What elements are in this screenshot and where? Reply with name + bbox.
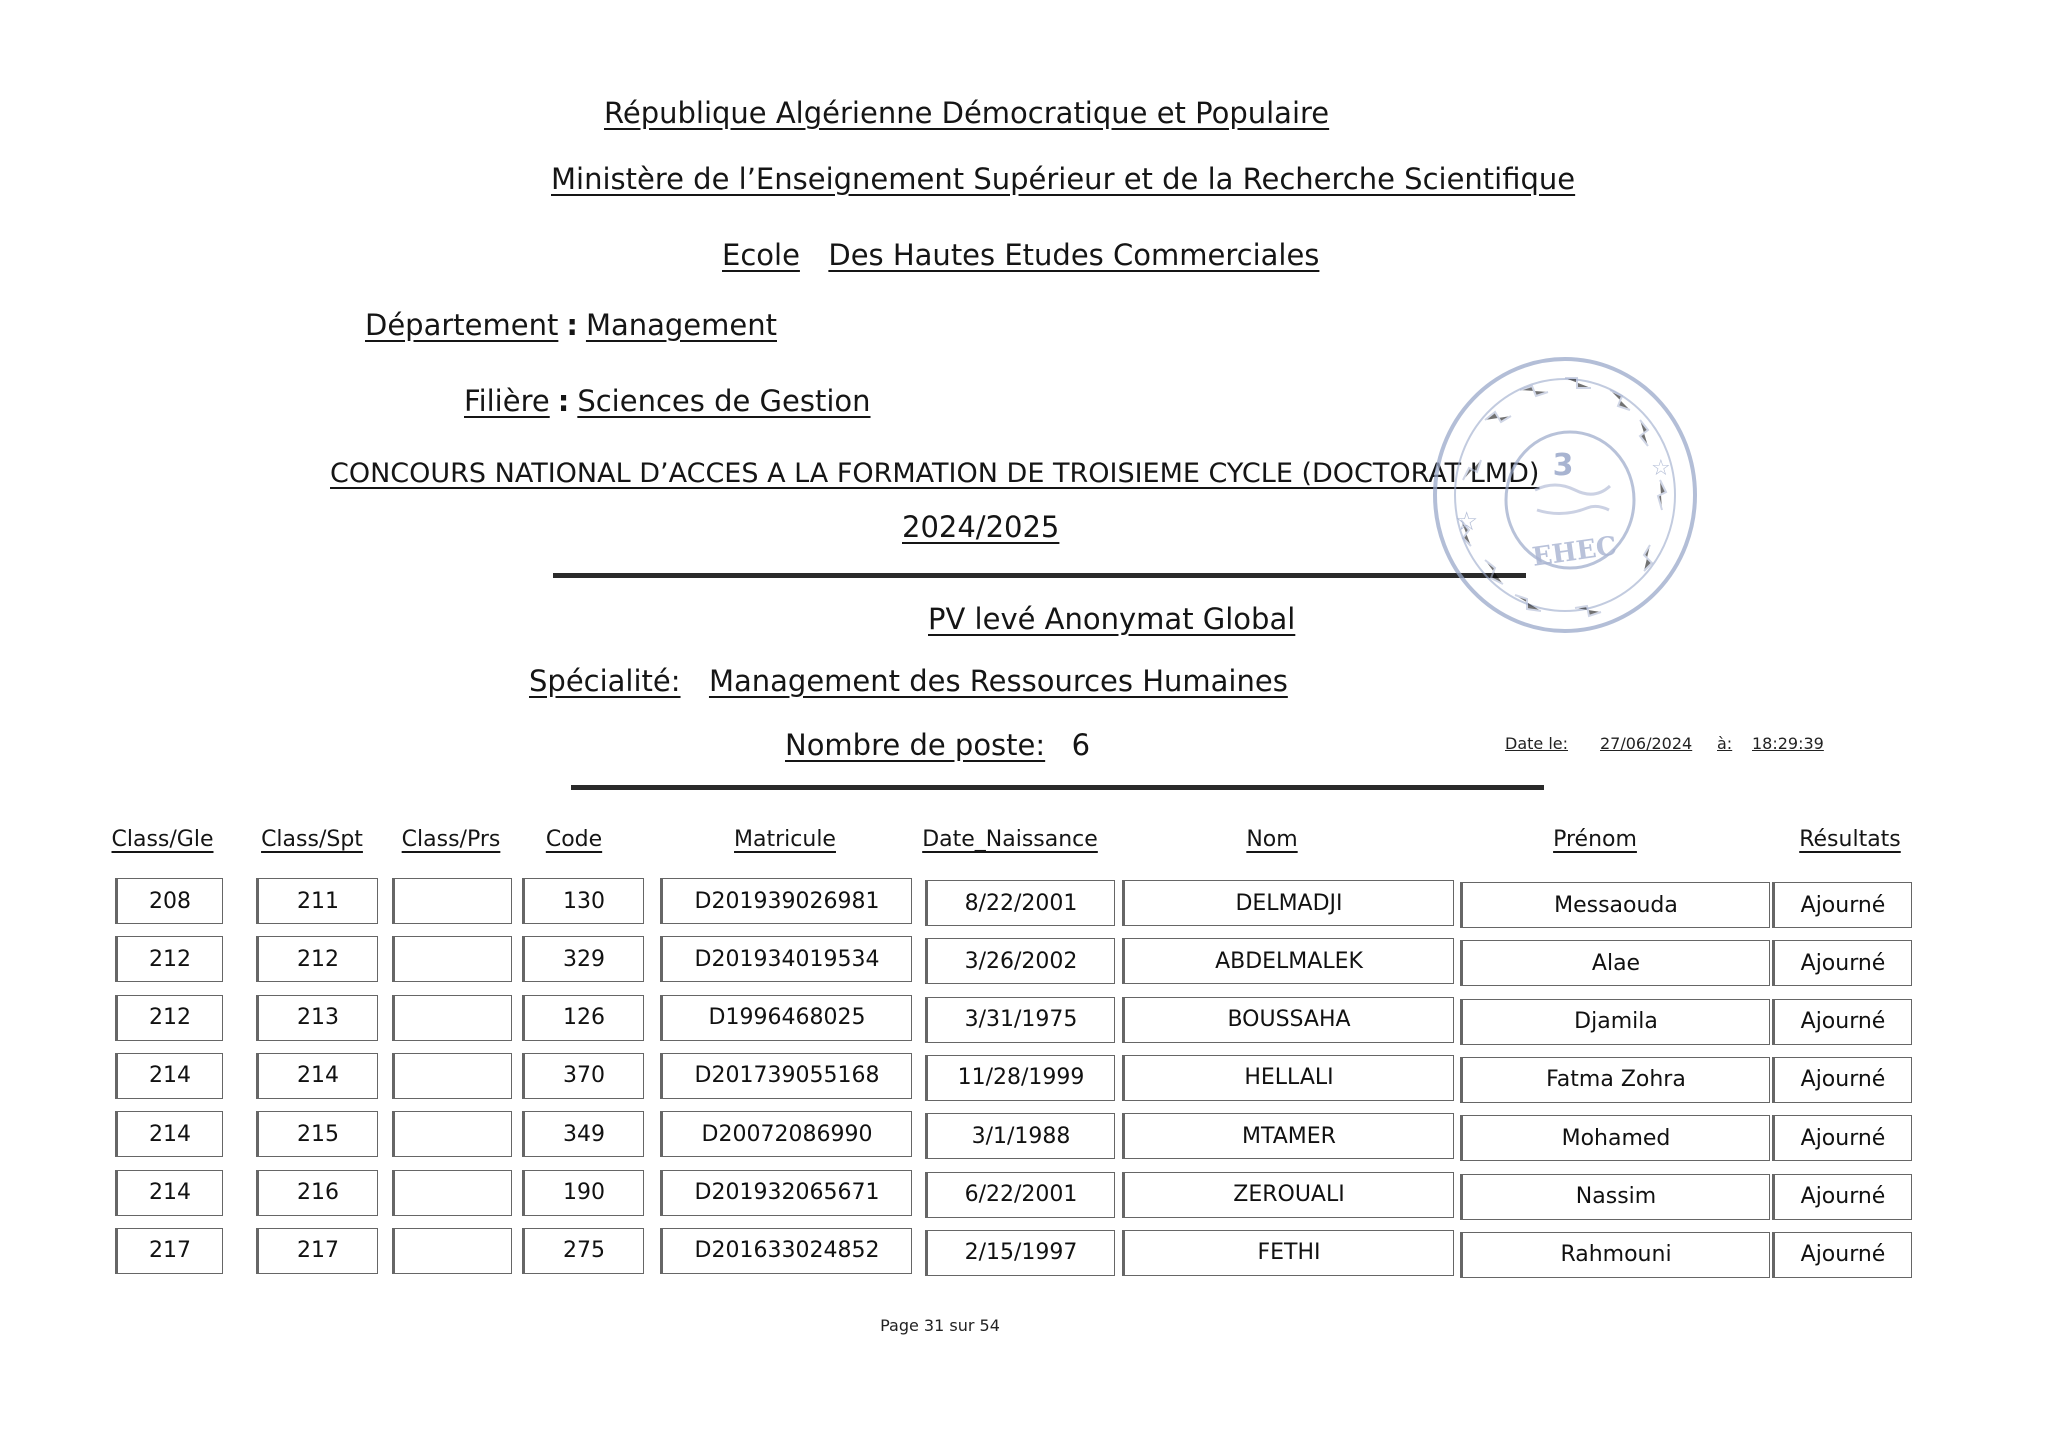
cell-spt: 217 bbox=[256, 1228, 378, 1274]
cell-code: 130 bbox=[522, 878, 644, 924]
cell-gle: 214 bbox=[115, 1053, 223, 1099]
header-divider bbox=[553, 573, 1526, 578]
col-header-prenom: Prénom bbox=[1553, 827, 1637, 852]
cell-spt: 213 bbox=[256, 995, 378, 1041]
department-label: Département bbox=[365, 308, 559, 342]
cell-resultat: Ajourné bbox=[1772, 1115, 1912, 1161]
cell-prenom: Alae bbox=[1460, 940, 1770, 986]
date-label: Date le: bbox=[1505, 734, 1569, 753]
cell-nom: MTAMER bbox=[1122, 1113, 1454, 1159]
cell-code: 349 bbox=[522, 1111, 644, 1157]
ministry-heading: Ministère de l’Enseignement Supérieur et de la Recherche Scientifique bbox=[551, 162, 1576, 196]
cell-nom: ABDELMALEK bbox=[1122, 938, 1454, 984]
cell-code: 126 bbox=[522, 995, 644, 1041]
time-value: 18:29:39 bbox=[1752, 734, 1824, 753]
cell-prs bbox=[392, 1111, 512, 1157]
cell-resultat: Ajourné bbox=[1772, 940, 1912, 986]
date-value: 27/06/2024 bbox=[1600, 734, 1693, 753]
time-label: à: bbox=[1717, 734, 1733, 753]
school-name: Des Hautes Etudes Commerciales bbox=[828, 238, 1320, 272]
filiere-label: Filière bbox=[464, 384, 550, 418]
cell-prenom: Mohamed bbox=[1460, 1115, 1770, 1161]
department-line bbox=[365, 308, 777, 342]
col-header-nom: Nom bbox=[1246, 827, 1298, 852]
col-header-date-naissance: Date_Naissance bbox=[922, 827, 1098, 852]
cell-naissance: 6/22/2001 bbox=[925, 1172, 1115, 1218]
cell-naissance: 3/26/2002 bbox=[925, 938, 1115, 984]
official-stamp-icon bbox=[1425, 350, 1705, 640]
cell-matricule: D201739055168 bbox=[660, 1053, 912, 1099]
col-header-code: Code bbox=[545, 827, 603, 852]
col-header-class-spt: Class/Spt bbox=[261, 827, 363, 852]
cell-nom: BOUSSAHA bbox=[1122, 997, 1454, 1043]
col-header-class-prs: Class/Prs bbox=[401, 827, 501, 852]
cell-prs bbox=[392, 1170, 512, 1216]
cell-spt: 212 bbox=[256, 936, 378, 982]
cell-naissance: 2/15/1997 bbox=[925, 1230, 1115, 1276]
col-header-resultats: Résultats bbox=[1799, 827, 1901, 852]
cell-gle: 208 bbox=[115, 878, 223, 924]
specialite-label: Spécialité: bbox=[529, 664, 681, 698]
table-divider bbox=[571, 785, 1544, 790]
cell-nom: DELMADJI bbox=[1122, 880, 1454, 926]
department-value: Management bbox=[585, 308, 777, 342]
report-title: PV levé Anonymat Global bbox=[928, 602, 1296, 636]
cell-resultat: Ajourné bbox=[1772, 999, 1912, 1045]
cell-spt: 214 bbox=[256, 1053, 378, 1099]
filiere-value: Sciences de Gestion bbox=[577, 384, 871, 418]
school-line bbox=[722, 238, 1319, 272]
specialite-value: Management des Ressources Humaines bbox=[708, 664, 1288, 698]
republic-heading: République Algérienne Démocratique et Populaire bbox=[604, 96, 1330, 130]
cell-prenom: Rahmouni bbox=[1460, 1232, 1770, 1278]
cell-prs bbox=[392, 995, 512, 1041]
filiere-line bbox=[464, 384, 871, 418]
cell-code: 370 bbox=[522, 1053, 644, 1099]
svg-text:☆: ☆ bbox=[1455, 507, 1479, 537]
cell-prs bbox=[392, 1053, 512, 1099]
cell-naissance: 8/22/2001 bbox=[925, 880, 1115, 926]
cell-prs bbox=[392, 1228, 512, 1274]
department-colon: : bbox=[566, 308, 578, 342]
cell-gle: 214 bbox=[115, 1170, 223, 1216]
svg-text:3: 3 bbox=[1552, 448, 1574, 483]
cell-matricule: D201934019534 bbox=[660, 936, 912, 982]
cell-matricule: D20072086990 bbox=[660, 1111, 912, 1157]
cell-naissance: 11/28/1999 bbox=[925, 1055, 1115, 1101]
svg-text:☆: ☆ bbox=[1651, 456, 1671, 481]
cell-gle: 212 bbox=[115, 936, 223, 982]
cell-resultat: Ajourné bbox=[1772, 1232, 1912, 1278]
cell-prenom: Djamila bbox=[1460, 999, 1770, 1045]
cell-resultat: Ajourné bbox=[1772, 1174, 1912, 1220]
filiere-colon: : bbox=[557, 384, 570, 418]
col-header-class-gle: Class/Gle bbox=[111, 827, 214, 852]
cell-matricule: D201939026981 bbox=[660, 878, 912, 924]
cell-nom: FETHI bbox=[1122, 1230, 1454, 1276]
cell-nom: HELLALI bbox=[1122, 1055, 1454, 1101]
cell-spt: 216 bbox=[256, 1170, 378, 1216]
cell-nom: ZEROUALI bbox=[1122, 1172, 1454, 1218]
svg-text:EHEC: EHEC bbox=[1530, 531, 1619, 573]
cell-prs bbox=[392, 878, 512, 924]
cell-resultat: Ajourné bbox=[1772, 882, 1912, 928]
cell-prenom: Messaouda bbox=[1460, 882, 1770, 928]
cell-naissance: 3/1/1988 bbox=[925, 1113, 1115, 1159]
cell-gle: 217 bbox=[115, 1228, 223, 1274]
cell-matricule: D201633024852 bbox=[660, 1228, 912, 1274]
cell-prenom: Fatma Zohra bbox=[1460, 1057, 1770, 1103]
specialite-line bbox=[529, 664, 1288, 698]
cell-prenom: Nassim bbox=[1460, 1174, 1770, 1220]
cell-code: 275 bbox=[522, 1228, 644, 1274]
school-label: Ecole bbox=[722, 238, 800, 272]
cell-naissance: 3/31/1975 bbox=[925, 997, 1115, 1043]
page-number: Page 31 sur 54 bbox=[880, 1316, 1000, 1335]
cell-gle: 212 bbox=[115, 995, 223, 1041]
contest-title: CONCOURS NATIONAL D’ACCES A LA FORMATION DE TROISIEME CYCLE (DOCTORAT LMD) bbox=[330, 458, 1540, 489]
cell-resultat: Ajourné bbox=[1772, 1057, 1912, 1103]
cell-matricule: D201932065671 bbox=[660, 1170, 912, 1216]
cell-spt: 215 bbox=[256, 1111, 378, 1157]
postes-line bbox=[785, 728, 1090, 762]
postes-value: 6 bbox=[1071, 728, 1091, 762]
postes-label: Nombre de poste: bbox=[785, 728, 1046, 762]
cell-matricule: D1996468025 bbox=[660, 995, 912, 1041]
cell-gle: 214 bbox=[115, 1111, 223, 1157]
cell-spt: 211 bbox=[256, 878, 378, 924]
academic-year: 2024/2025 bbox=[902, 510, 1060, 544]
cell-code: 329 bbox=[522, 936, 644, 982]
col-header-matricule: Matricule bbox=[734, 827, 836, 852]
cell-prs bbox=[392, 936, 512, 982]
cell-code: 190 bbox=[522, 1170, 644, 1216]
